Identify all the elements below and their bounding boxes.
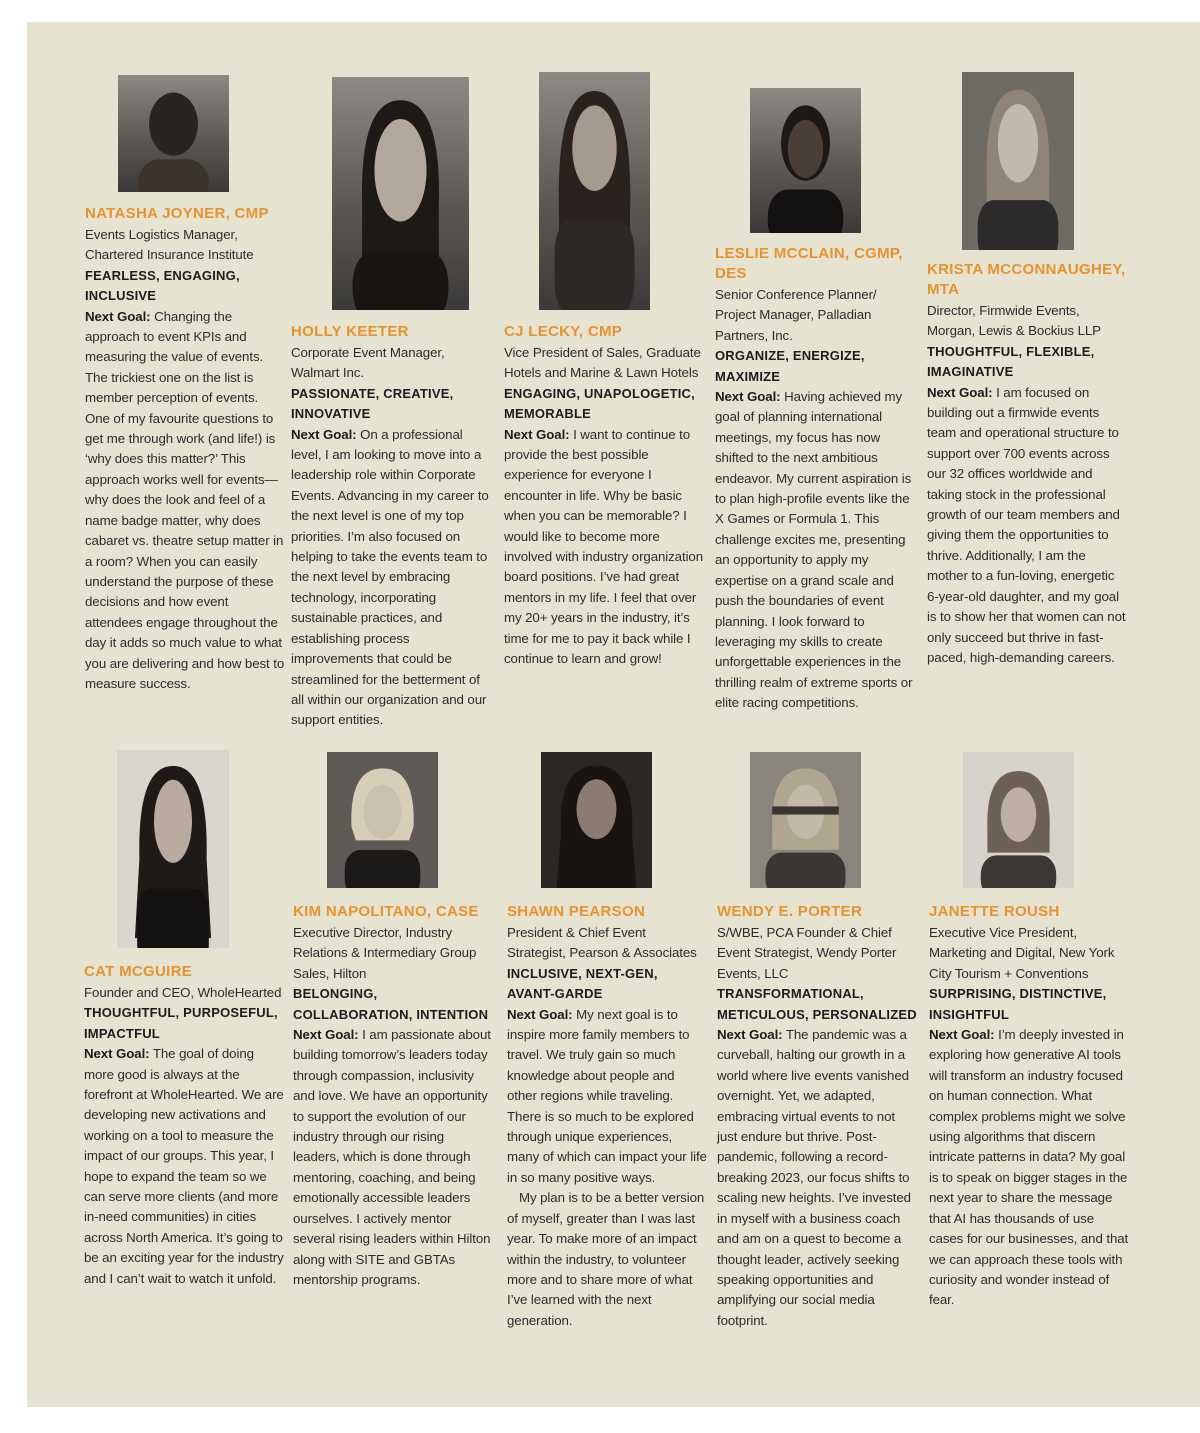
- profile-goal: [85, 307, 285, 695]
- goal-text: I am passionate about building tomorrow’s leaders today through compassion, inclusivity and love. We have an opportunity to support the evolution of our industry through our rising leaders, which is done through mentoring, coaching, and being emotionally accessible leaders ourselves. I actively mentor several rising leaders within Hilton along with SITE and GBTAs mentorship programs.: [293, 1027, 491, 1287]
- portrait-photo: [539, 72, 650, 310]
- profile-title: Vice President of Sales, Graduate Hotels and Marine & Lawn Hotels: [504, 345, 701, 381]
- goal-text: On a professional level, I am looking to move into a leadership role within Corporate Events. Advancing in my career to the next level is one of my top priorities. I’m also focused on helping to take the events team to the next level by embracing technology, incorporating sustainable practices, and establishing process improvements that could be streamlined for the betterment of all within our organization and our support entities.: [291, 426, 489, 728]
- profile-title: Director, Firmwide Events, Morgan, Lewis & Bockius LLP: [927, 303, 1101, 339]
- profile-name: HOLLY KEETER: [291, 323, 409, 340]
- profile-kim-napolitano: [293, 902, 493, 1290]
- profile-goal: [291, 425, 491, 731]
- profile-goal: [929, 1025, 1129, 1311]
- goal-text: The goal of doing more good is always at the forefront at WholeHearted. We are developing new activations and working on a tool to measure the impact of our groups. This year, I hope to expand the team so we can serve more clients (and more in-need communities) in cities across North America. It’s going to be an exciting year for the industry and I can’t wait to watch it unfold.: [84, 1046, 284, 1286]
- profile-goal: [715, 387, 915, 714]
- goal-label: Next Goal:: [717, 1027, 783, 1043]
- portrait-photo: [963, 752, 1074, 888]
- profile-name: SHAWN PEARSON: [507, 903, 646, 920]
- profile-goal: [717, 1025, 917, 1331]
- profile-holly-keeter: [291, 322, 491, 731]
- goal-label: Next Goal:: [291, 426, 357, 442]
- goal-label: Next Goal:: [929, 1027, 995, 1043]
- goal-label: Next Goal:: [504, 426, 570, 442]
- profile-name: KRISTA MCCONNAUGHEY, MTA: [927, 261, 1126, 298]
- profile-traits: TRANSFORMATIONAL, METICULOUS, PERSONALIZED: [717, 986, 917, 1022]
- profile-traits: BELONGING, COLLABORATION, INTENTION: [293, 986, 489, 1022]
- profile-traits: INCLUSIVE, NEXT-GEN, AVANT-GARDE: [507, 965, 658, 1002]
- portrait-photo: [750, 752, 861, 888]
- profile-title: Founder and CEO, WholeHearted: [84, 985, 282, 1000]
- profile-name: WENDY E. PORTER: [717, 903, 863, 920]
- profile-janette-roush: [929, 902, 1129, 1311]
- goal-text: I want to continue to provide the best possible experience for everyone I encounter in life. Why be basic when you can be memorable? I would like to become more involved with industry organization board positions. I’ve had great mentors in my life. I feel that over my 20+ years in the industry, it’s time for me to pay it back while I continue to learn and grow!: [504, 426, 704, 667]
- goal-text: I’m deeply invested in exploring how generative AI tools will transform an industry focused on human connection. What complex problems might we solve using algorithms that discern intricate patterns in data? My goal is to speak on bigger stages in the next year to share the message that AI has thousands of use cases for our businesses, and that we can approach these tools with curiosity and wonder instead of fear.: [929, 1027, 1129, 1308]
- goal-label: Next Goal:: [507, 1006, 573, 1022]
- goal-label: Next Goal:: [293, 1027, 359, 1043]
- profile-name: JANETTE ROUSH: [929, 903, 1060, 920]
- profile-goal: [293, 1025, 493, 1290]
- goal-text: The pandemic was a curveball, halting our growth in a world where live events vanished overnight. Yet, we adapted, embracing virtual events to not just endure but thrive. Post-pandemic, following a record-breaking 2023, our focus shifts to scaling new heights. I’ve invested in myself with a business coach and am on a quest to become a thought leader, actively seeking speaking opportunities and amplifying our social media footprint.: [717, 1027, 911, 1328]
- goal-label: Next Goal:: [84, 1046, 150, 1062]
- profile-name: LESLIE MCCLAIN, CGMP, DES: [715, 245, 903, 282]
- portrait-photo: [118, 75, 229, 192]
- profile-title: Senior Conference Planner/ Project Manager, Palladian Partners, Inc.: [715, 287, 877, 343]
- profile-name: KIM NAPOLITANO, CASE: [293, 903, 479, 920]
- goal-text: I am focused on building out a firmwide events team and operational structure to support over 700 events across our 32 offices worldwide and taking stock in the professional growth of our team members and giving them the opportunities to thrive. Additionally, I am the mother to a fun-loving, energetic 6-year-old daughter, and my goal is to show her that women can not only succeed but thrive in fast-paced, high-demanding careers.: [927, 384, 1126, 665]
- profile-traits: PASSIONATE, CREATIVE, INNOVATIVE: [291, 385, 454, 422]
- profile-name: CJ LECKY, CMP: [504, 323, 623, 340]
- profile-traits: THOUGHTFUL, FLEXIBLE, IMAGINATIVE: [927, 343, 1095, 380]
- portrait-photo: [332, 77, 469, 310]
- profile-traits: SURPRISING, DISTINCTIVE, INSIGHTFUL: [929, 986, 1107, 1022]
- profile-traits: ENGAGING, UNAPOLOGETIC, MEMORABLE: [504, 385, 695, 422]
- profile-goal: [84, 1044, 284, 1289]
- profile-title: Events Logistics Manager, Chartered Insurance Institute: [85, 227, 254, 263]
- profile-traits: ORGANIZE, ENERGIZE, MAXIMIZE: [715, 348, 865, 384]
- profile-shawn-pearson: [507, 902, 707, 1331]
- goal-text: My next goal is to inspire more family members to travel. We truly gain so much knowledge about people and other regions while traveling. There is so much to be explored through unique experiences, many of which can impact your life in so many positive ways.: [507, 1006, 707, 1185]
- goal-text: Changing the approach to event KPIs and measuring the value of events. The trickiest one on the list is member perception of events. One of my favourite questions to get me through work (and life!) is ‘why does this matter?’ This approach works well for events—why does the look and feel of a name badge matter, why does cabaret vs. theatre setup matter in a room? When you can easily understand the purpose of these decisions and how event attendees engage throughout the day it adds so much value to what you are delivering and how best to measure success.: [85, 308, 285, 691]
- profile-goal: [507, 1005, 707, 1189]
- goal-text: Having achieved my goal of planning international meetings, my focus has now shifted to the next ambitious endeavor. My current aspiration is to plan high-profile events like the X Games or Formula 1. This challenge excites me, presenting an opportunity to apply my expertise on a grand scale and push the boundaries of event planning. I look forward to leveraging my skills to create unforgettable experiences in the thrilling realm of extreme sports or elite racing competitions.: [715, 389, 913, 711]
- portrait-photo: [541, 752, 652, 888]
- profile-title: Executive Director, Industry Relations & Intermediary Group Sales, Hilton: [293, 925, 477, 981]
- portrait-photo: [327, 752, 438, 888]
- profile-title: Executive Vice President, Marketing and Digital, New York City Tourism + Conventions: [929, 925, 1115, 981]
- goal-label: Next Goal:: [715, 389, 781, 405]
- profile-natasha-joyner: [85, 204, 285, 694]
- goal-label: Next Goal:: [85, 308, 151, 324]
- profile-goal: [504, 425, 704, 670]
- goal-text-continued: My plan is to be a better version of myself, greater than I was last year. To make more of an impact within the industry, to volunteer more and to share more of what I’ve learned with the next generation.: [507, 1190, 705, 1328]
- profile-name: CAT MCGUIRE: [84, 963, 193, 980]
- goal-label: Next Goal:: [927, 384, 993, 400]
- profile-title: S/WBE, PCA Founder & Chief Event Strategist, Wendy Porter Events, LLC: [717, 925, 897, 981]
- portrait-photo: [962, 72, 1074, 250]
- profile-cat-mcguire: [84, 962, 284, 1289]
- profile-name: NATASHA JOYNER, CMP: [85, 205, 269, 222]
- profile-krista-mcconnaughey: [927, 260, 1127, 668]
- profile-goal: [927, 383, 1127, 669]
- profile-title: President & Chief Event Strategist, Pearson & Associates: [507, 925, 697, 961]
- portrait-photo: [750, 88, 861, 233]
- profile-title: Corporate Event Manager, Walmart Inc.: [291, 345, 445, 381]
- profile-traits: THOUGHTFUL, PURPOSEFUL, IMPACTFUL: [84, 1005, 278, 1041]
- profile-wendy-porter: [717, 902, 917, 1331]
- profile-leslie-mcclain: [715, 244, 915, 714]
- portrait-photo: [117, 750, 229, 948]
- profile-traits: FEARLESS, ENGAGING, INCLUSIVE: [85, 267, 240, 304]
- page-background: [27, 22, 1200, 1407]
- profile-cj-lecky: [504, 322, 704, 670]
